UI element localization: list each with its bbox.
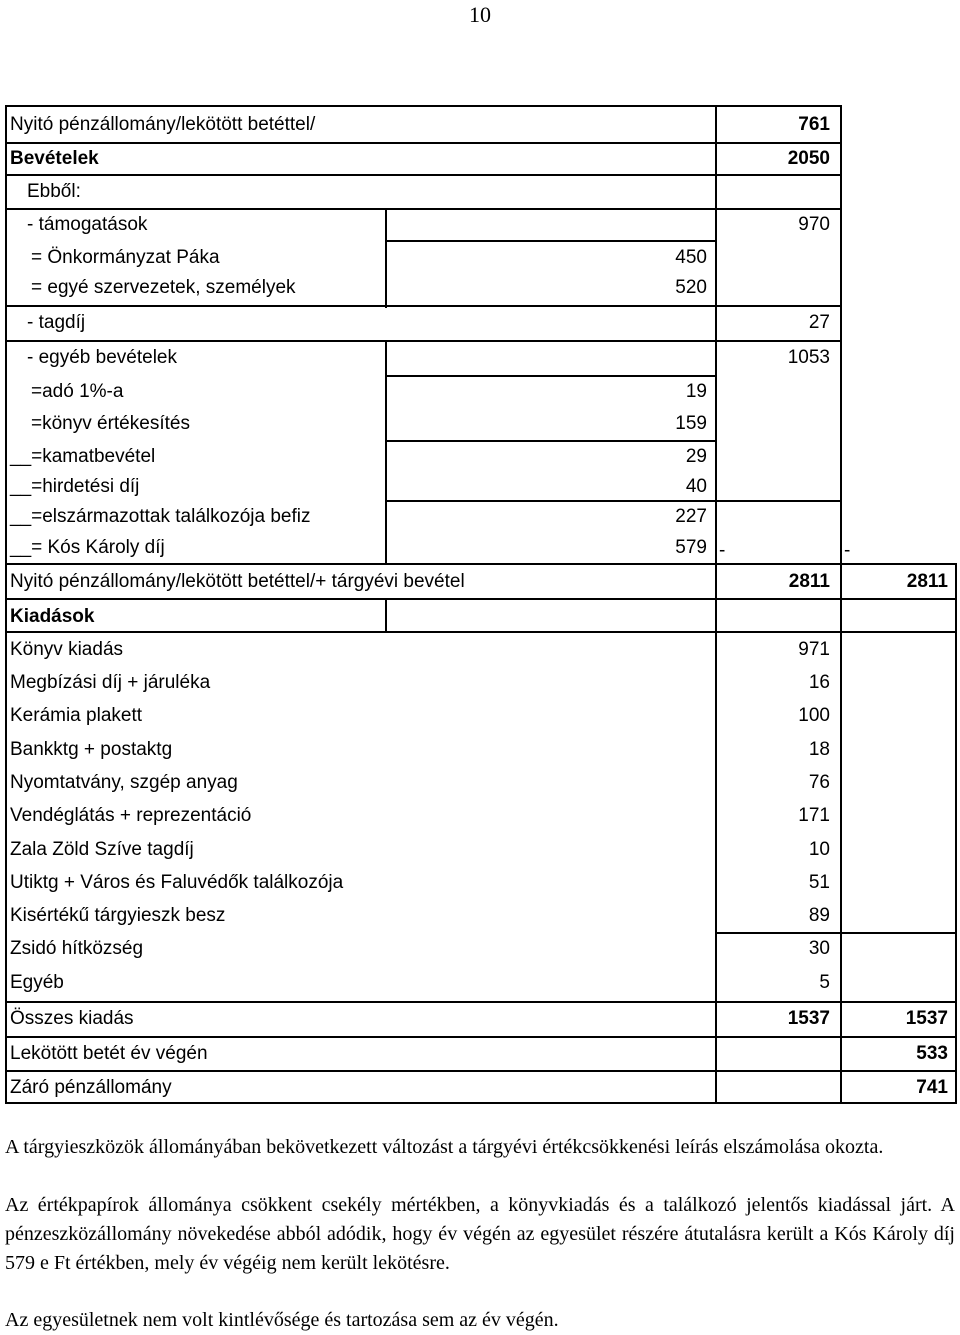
expense-value: 100 <box>798 705 830 726</box>
emigrant-meeting-value: 227 <box>675 506 707 527</box>
tax-1pct-value: 19 <box>685 381 707 402</box>
row-divider <box>5 563 955 565</box>
table-bottom-border <box>5 1102 955 1104</box>
expense-label: Bankktg + postaktg <box>10 739 173 760</box>
expense-value: 171 <box>798 805 830 826</box>
ad-fee-label: __=hirdetési díj <box>10 476 140 497</box>
row-divider <box>385 440 715 442</box>
grant-orgs-value: 520 <box>675 277 707 298</box>
column-divider <box>840 105 842 1104</box>
opening-balance-total: 761 <box>798 114 830 135</box>
kos-prize-label: __= Kós Károly díj <box>10 537 165 558</box>
expense-value: 30 <box>808 938 830 959</box>
expense-label: Zsidó hítközség <box>10 938 144 959</box>
interest-label: __=kamatbevétel <box>10 446 156 467</box>
ad-fee-value: 40 <box>685 476 707 497</box>
paragraph-assets-change: A tárgyieszközök állományában bekövetkezett változást a tárgyévi értékcsökkenési leírás elszámolása okozta. <box>5 1136 884 1158</box>
table-right-border <box>955 563 957 1104</box>
income-label: Bevételek <box>10 148 99 169</box>
grant-orgs-label: = egyé szervezetek, személyek <box>31 277 296 298</box>
column-divider <box>385 208 387 308</box>
of-which-label: Ebből: <box>27 181 81 202</box>
opening-balance-label: Nyitó pénzállomány/lekötött betéttel/ <box>10 114 316 135</box>
expense-value: 89 <box>808 905 830 926</box>
expense-label: Vendéglátás + reprezentáció <box>10 805 252 826</box>
expense-label: Kisértékű tárgyieszk besz <box>10 905 226 926</box>
deposit-end-value: 533 <box>916 1043 948 1064</box>
opening-plus-income-total: 2811 <box>788 571 830 592</box>
total-expenses-value: 1537 <box>787 1008 830 1029</box>
row-divider <box>5 598 955 600</box>
expense-value: 971 <box>798 639 830 660</box>
book-sales-label: =könyv értékesítés <box>31 413 190 434</box>
expense-value: 51 <box>808 872 830 893</box>
membership-label: - tagdíj <box>27 312 86 333</box>
grants-total: 970 <box>798 214 830 235</box>
deposit-end-label: Lekötött betét év végén <box>10 1043 208 1064</box>
expense-label: Egyéb <box>10 972 64 993</box>
expense-value: 18 <box>808 739 830 760</box>
row-divider <box>5 631 955 633</box>
other-income-label: - egyéb bevételek <box>27 347 177 368</box>
dash-mark: - <box>719 540 726 561</box>
row-divider <box>5 1001 955 1003</box>
membership-total: 27 <box>808 312 830 333</box>
dash-mark: - <box>844 540 851 561</box>
row-divider <box>385 375 715 377</box>
row-divider <box>385 500 840 502</box>
expense-value: 16 <box>808 672 830 693</box>
expense-label: Nyomtatvány, szgép anyag <box>10 772 238 793</box>
row-divider <box>715 932 955 934</box>
expenses-header: Kiadások <box>10 606 95 627</box>
grant-municipality-label: = Önkormányzat Páka <box>31 247 220 268</box>
emigrant-meeting-label: __=elszármazottak találkozója befiz <box>10 506 311 527</box>
expense-label: Megbízási díj + járuléka <box>10 672 211 693</box>
expense-value: 76 <box>808 772 830 793</box>
row-divider <box>385 240 715 242</box>
kos-prize-value: 579 <box>675 537 707 558</box>
tax-1pct-label: =adó 1%-a <box>31 381 124 402</box>
grants-label: - támogatások <box>27 214 148 235</box>
paragraph-receivables: Az egyesületnek nem volt kintlévősége és tartozása sem az év végén. <box>5 1309 559 1331</box>
income-total: 2050 <box>787 148 830 169</box>
expense-label: Zala Zöld Szíve tagdíj <box>10 839 194 860</box>
closing-balance-label: Záró pénzállomány <box>10 1077 172 1098</box>
expense-value: 10 <box>808 839 830 860</box>
opening-plus-income-label: Nyitó pénzállomány/lekötött betéttel/+ tárgyévi bevétel <box>10 571 465 592</box>
row-divider <box>5 1036 955 1038</box>
expense-label: Utiktg + Város és Faluvédők találkozója <box>10 872 344 893</box>
grant-municipality-value: 450 <box>675 247 707 268</box>
total-expenses-value-2: 1537 <box>905 1008 948 1029</box>
expense-label: Kerámia plakett <box>10 705 143 726</box>
page-number: 10 <box>469 2 491 27</box>
column-divider <box>385 340 387 565</box>
column-divider <box>715 105 717 1104</box>
expense-label: Könyv kiadás <box>10 639 124 660</box>
expense-value: 5 <box>819 972 830 993</box>
interest-value: 29 <box>685 446 707 467</box>
table-left-border <box>5 105 7 1104</box>
paragraph-securities: Az értékpapírok állománya csökkent csekély mértékben, a könyvkiadás és a találkozó jelentős kiadással járt. A pénzeszközállomány növekedése abból adódik, hogy év végén az egyesület részére átutalásra került a Kós Károly díj 579 e Ft értékben, mely év végéig nem került lekötésre. <box>5 1194 955 1274</box>
book-sales-value: 159 <box>675 413 707 434</box>
opening-plus-income-total-2: 2811 <box>906 571 948 592</box>
column-divider <box>385 598 387 633</box>
row-divider <box>5 1070 955 1072</box>
total-expenses-label: Összes kiadás <box>10 1008 134 1029</box>
other-income-total: 1053 <box>787 347 830 368</box>
closing-balance-value: 741 <box>916 1077 948 1098</box>
